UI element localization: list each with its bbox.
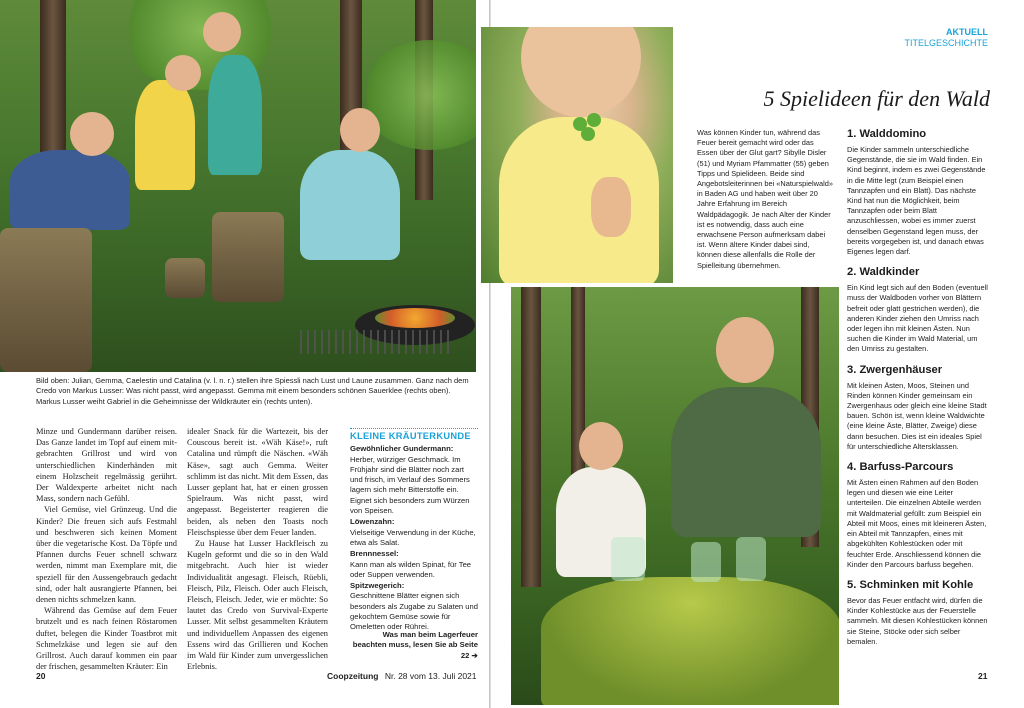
tree-stump [212,212,284,302]
photo-children-grilling [0,0,476,372]
child-head [340,108,380,152]
subsection-label: TITELGESCHICHTE [904,38,988,48]
child-figure [135,80,195,190]
clover-leaf [569,113,609,153]
game-ideas-column [847,128,989,656]
article-column-2 [187,426,328,672]
page-number-right: 21 [978,671,988,681]
game-idea-text: Mit Ästen einen Rahmen auf den Boden legen und diesen wie eine Leiter unterteilen. Die einzelnen Abteile werden mit Waldmaterial gefüllt: zum Beispiel ein Abteil mit Moos, eines mit kleineren Ästen, ein Abteil mit Tannzapfen, eines mit abgekühlten Kohlestücken oder mit feuchter Erde. Anschliessend können die Kinder den Parcours barfuss begehen. [847,478,987,569]
tree-stump [0,228,92,372]
herb-name: Löwenzahn: [350,517,395,527]
article-paragraph: idealer Snack für die Wartezeit, bis der Couscous bereit ist. «Wäh Käse!», ruft Catalina und rümpft die Näschen. «Wäh Käse», sagt auch Gemma. Weiter schlimm ist das nicht. Mit dem Essen, das Lusser geplant hat, hat er einen grossen Spielraum. Was nicht passt, wird angepasst. Begeisterter reagieren die beiden, als neben den Toasts noch Fleischspiesse über dem Feuer landen. [187,427,328,537]
mossy-stump [541,577,839,705]
game-idea-text: Die Kinder sammeln unterschiedliche Gegenstände, die sie im Wald finden. Ein Kind beginnt, indem es zwei Gegenstände in die Mitte legt (zum Beispiel einen Tannzapfen und ein Blatt). Das nächste Kind hat nun die Möglichkeit, beim Tannzapfen oder beim Blatt anzuschliessen, wobei es immer zuerst denselben Gegenstand legen muss, der bereits vorgegeben ist, und danach etwas Eigenes legen darf. [847,145,986,257]
boy-head [579,422,623,470]
herb-text: Vielseitige Verwendung in der Küche, etwa als Salat. [350,527,476,547]
photo-caption: Bild oben: Julian, Gemma, Caelestin und Catalina (v. l. n. r.) stellen ihre Spiessli nach Lust und Laune zusammen. Ganz nach dem Credo von Markus Lusser: Was nicht passt, wird angepasst. Gemma mit einem besonders schönen Sauerklee (rechts oben). Markus Lusser weiht Gabriel in die Geheimnisse der Wildkräuter ein (rechts unten). [36,376,469,406]
child-figure [300,150,400,260]
article-paragraph: Minze und Gundermann darüber reisen. Das Ganze landet im Topf auf einem mit-gebrachten Grillrost und wird von unterschiedlichen Kinderhänden mit einem Holzscheit regelmässig gerührt. Der Waldexperte arbeitet nicht nach Mass, sondern nach Gefühl. [36,427,177,504]
herb-name: Brennnessel: [350,549,399,559]
herb-info-box [350,428,478,634]
game-idea [847,579,989,647]
herb-entry [350,517,478,548]
article-column-1 [36,426,177,672]
herb-entry [350,444,478,516]
girl-face [521,27,641,117]
left-page [0,0,489,708]
intro-text: Was können Kinder tun, während das Feuer bereit gemacht wird oder das Essen über der Glut gart? Sibylle Disler (51) und Myriam Pfammatter (55) geben Tipps und Spielideen. Beide sind Angebotsleiterinnen bei «Naturspielwald» in Baden AG und haben weit über 20 Jahre Erfahrung im Bereich Waldpädagogik. Je nach Alter der Kinder ist es notwendig, dass auch eine erwachsene Person aufmerksam dabei ist. Wenn ältere Kinder dabei sind, können diese allenfalls die Rolle der Spielleitung übernehmen. [697,128,833,270]
issue-date: Nr. 28 vom 13. Juli 2021 [384,671,477,681]
vegetables [375,308,455,328]
photo-girl-with-clover [481,27,673,283]
tree-trunk [521,287,541,587]
section-kicker [900,27,988,49]
photo-man-and-boy-with-herbs [511,287,839,705]
article-paragraph: Zu Hause hat Lusser Hackfleisch zu Kugeln geformt und die so in den Wald mitgebracht. Auch hier ist wieder Individualität angesagt. Fleisch, Rüebli, Fleisch, Pilz, Fleisch. Oder auch Fleisch, Fleisch, Fleisch. Jeder, wie er möchte: So lautet das Credo von Survival-Experte Lusser. Mit selbst gesammelten Kräutern und individuellem Anpassen des eigenen Essens wird das Grillieren und Kochen im Wald für Kinder zum unvergesslichen Erlebnis. [187,539,328,672]
girl-hand [591,177,631,237]
section-label: AKTUELL [946,27,988,37]
game-idea [847,364,989,452]
tree-stump [165,258,205,298]
child-head [203,12,241,52]
game-idea-title: 5. Schminken mit Kohle [847,578,974,591]
game-idea-text: Ein Kind legt sich auf den Boden (eventuell muss der Waldboden vorher von Blättern befreit oder glatt gestrichen werden), die anderen Kinder ziehen den Umriss nach oder legen ihn mit kleinen Ästen. Nun suchen die Kinder im Wald Material, um den Umriss zu gestalten. [847,283,988,354]
issue-line [327,671,477,681]
herb-text: Geschnittene Blätter eignen sich besonders als Zugabe zu Salaten und gekochtem Gemüse sowie für Omeletten oder Rührei. [350,591,478,632]
herb-text: Herber, würziger Geschmack. Im Frühjahr sind die Blätter noch zart und frisch, im Verlauf des Sommers lagern sich mehr Bitterstoffe ein. Eignet sich besonders zum Würzen von Speisen. [350,454,470,516]
herb-glass [691,542,721,582]
herb-name: Spitzwegerich: [350,581,405,591]
article-paragraph: Viel Gemüse, viel Grünzeug. Und die Kinder? Die freuen sich aufs Festmahl und beschweren sich keinen Moment über die vegetarische Kost. Da Töpfe und Pfannen durchs Feuer schnell schwarz werden, nimmt man Exemplare mit, die speziell für den Aussengebrauch gedacht sind, oder halt ausrangierte Pfannen, bei denen nichts schmelzen kann. [36,505,177,605]
child-head [70,112,114,156]
game-idea-title: 3. Zwergenhäuser [847,363,943,376]
article-paragraph: Während das Gemüse auf dem Feuer brutzelt und es nach feinen Röstaromen duftet, belegen die Kinder Toastbrot mit Schmelzkäse und legen sie auf den Grillrost. Auch darauf kommen ein paar der frischen, gesammelten Kräuter: Ein [36,606,177,672]
child-figure [10,150,130,230]
herb-glass [611,537,645,581]
game-idea-title: 4. Barfuss-Parcours [847,461,954,474]
game-idea [847,266,989,354]
herb-glass [736,537,766,581]
herb-name: Gewöhnlicher Gundermann: [350,444,454,454]
game-idea-title: 1. Walddomino [847,128,927,140]
grill-rost [300,330,450,354]
game-idea-text: Bevor das Feuer entfacht wird, dürfen die Kinder Kohlestücke aus der Feuerstelle sammeln. Mit diesen Kohlestücken können sie Steine, Stöcke oder sich selber bemalen. [847,595,988,646]
child-figure [208,55,262,175]
herb-entry [350,549,478,580]
herb-entry [350,581,478,632]
magazine-name: Coopzeitung [327,671,379,681]
box-title: KLEINE KRÄUTERKUNDE [350,428,478,441]
game-idea [847,461,989,570]
man-head [716,317,774,383]
page-number-left: 20 [36,671,46,681]
child-head [165,55,201,91]
game-idea-title: 2. Waldkinder [847,266,920,279]
man-figure [671,387,821,537]
game-idea [847,128,989,257]
game-idea-text: Mit kleinen Ästen, Moos, Steinen und Rinden können Kinder gemeinsam ein Zwergenhaus oder gleich eine kleine Stadt bauen. Schön ist, wenn kleine Waldwichte (eine kleine Äste, Blätter, Zweige) diese dann besuchen. Dies ist ein ideales Spiel für unterschiedliche Altersklassen. [847,380,987,451]
page-reference-note: Was man beim Lagerfeuer beachten muss, lesen Sie ab Seite 22 ➔ [352,630,478,660]
page-headline: 5 Spielideen für den Wald [763,86,990,111]
herb-text: Kann man als wilden Spinat, für Tee oder Suppen verwenden. [350,559,472,579]
